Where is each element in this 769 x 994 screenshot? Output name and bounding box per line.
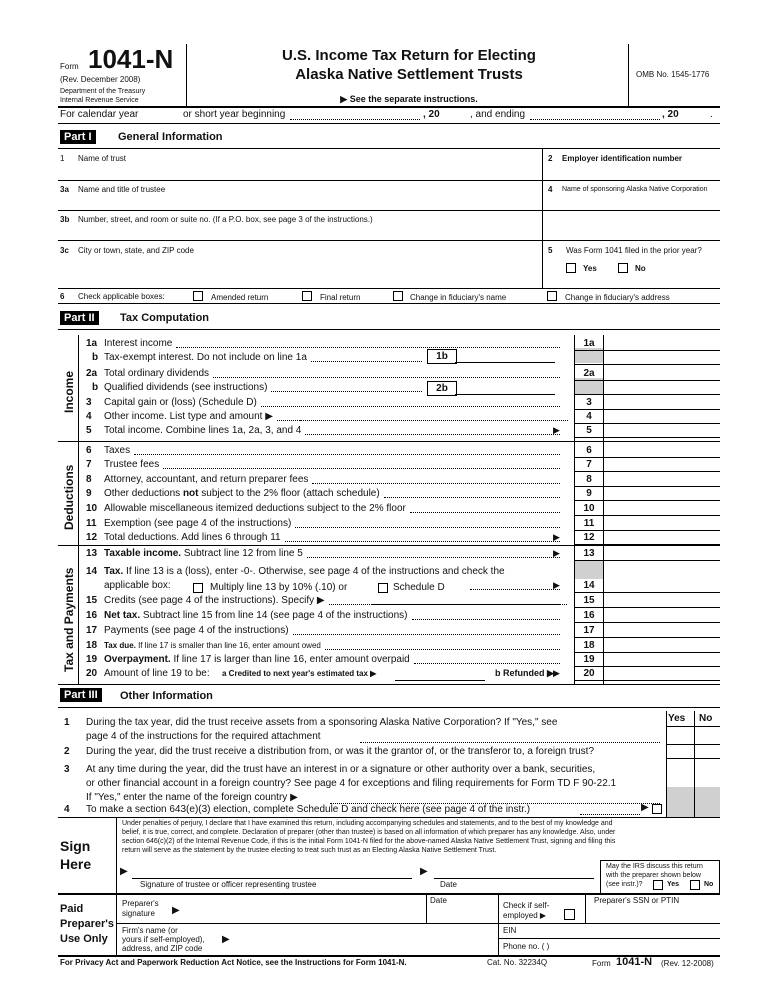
discuss-question-2: with the preparer shown below — [606, 872, 701, 879]
multiply-10-label: Multiply line 13 by 10% (.10) or — [210, 582, 348, 593]
line-1a-number: 1a — [86, 338, 98, 349]
ein-field[interactable] — [548, 164, 718, 180]
row-separator — [575, 680, 720, 681]
line-10-amount-field[interactable] — [604, 502, 718, 515]
line-10-number: 10 — [86, 503, 98, 514]
part2-line-text: Total deductions. Add lines 6 through 11 — [104, 532, 281, 543]
line-15-number: 15 — [86, 595, 98, 606]
part2-line-text: Overpayment. If line 17 is larger than line 16, enter amount overpaid — [104, 654, 410, 665]
period-mark: . — [710, 109, 713, 120]
row-separator — [575, 364, 720, 365]
row-separator — [575, 500, 720, 501]
change-name-checkbox[interactable] — [393, 291, 403, 301]
line-5-amount-field[interactable] — [604, 424, 718, 437]
line-2a-number: 2a — [86, 368, 98, 379]
preparer-ssn-label: Preparer's SSN or PTIN — [594, 896, 680, 905]
line-6-number: 6 — [86, 445, 92, 456]
part2-line-text: Total income. Combine lines 1a, 2a, 3, and 4 — [104, 425, 302, 436]
dotted-leader — [271, 391, 422, 392]
q2-yes-field[interactable] — [667, 745, 693, 757]
dotted-leader — [312, 483, 560, 484]
line-14-amount-field[interactable] — [604, 579, 718, 592]
part2-line-text: Trustee fees — [104, 459, 160, 470]
year-20-end-label: , 20 — [662, 109, 679, 120]
self-employed-label: Check if self- — [503, 901, 550, 910]
part2-line-text: Interest income — [104, 338, 173, 349]
city-state-zip-label: City or town, state, and ZIP code — [78, 246, 194, 255]
line-20-amount-field[interactable] — [604, 667, 718, 680]
firm-ein-field[interactable] — [520, 925, 718, 937]
change-address-label: Change in fiduciary's address — [565, 293, 670, 302]
form-number: 1041-N — [88, 44, 174, 74]
line-11-box-label: 11 — [583, 518, 595, 529]
firm-name-label-3: address, and ZIP code — [122, 944, 203, 953]
q1-text-cont: page 4 of the instructions for the required attachment — [86, 731, 321, 742]
line-1a-box-label: 1a — [583, 338, 595, 349]
dotted-leader — [414, 663, 560, 664]
form-title-line1: U.S. Income Tax Return for Electing — [282, 47, 536, 64]
part2-line-text: Capital gain or (loss) (Schedule D) — [104, 397, 257, 408]
line-14-number: 14 — [86, 566, 98, 577]
sponsoring-corp-field[interactable] — [548, 195, 718, 210]
sign-arrow-icon: ▶ — [120, 866, 128, 877]
dotted-leader — [384, 497, 560, 498]
row-separator — [575, 380, 720, 381]
dotted-leader — [295, 527, 560, 528]
line-12-box-label: 12 — [583, 532, 595, 543]
income-section-label: Income — [62, 370, 76, 413]
street-address-label: Number, street, and room or suite no. (If a P.O. box, see page 3 of the instructions.) — [78, 215, 373, 224]
part-2-title: Tax Computation — [120, 312, 210, 324]
dotted-leader — [311, 361, 422, 362]
discuss-yes-checkbox[interactable] — [653, 880, 663, 890]
q1-number: 1 — [64, 717, 70, 728]
dotted-leader — [285, 541, 560, 542]
footer-form-label: Form — [592, 959, 611, 968]
prior-1041-no-label: No — [635, 264, 646, 273]
row-separator — [575, 637, 720, 638]
part-2-tag: Part II — [60, 311, 99, 325]
firm-name-label: Firm's name (or — [122, 926, 178, 935]
catalog-number: Cat. No. 32234Q — [487, 958, 548, 967]
line-19-box-label: 19 — [583, 654, 595, 665]
dotted-leader — [410, 512, 560, 513]
discuss-no-checkbox[interactable] — [690, 880, 700, 890]
line-5-box-label: 5 — [586, 425, 592, 436]
line-7-amount-field[interactable] — [604, 458, 718, 471]
part2-line-text: Payments (see page 4 of the instructions) — [104, 625, 289, 636]
q3-text-cont: or other financial account in a foreign country? See page 4 for exceptions and filing requirements for Form TD F 90-22.1 — [86, 778, 617, 789]
sponsoring-corp-label: Name of sponsoring Alaska Native Corporation — [562, 186, 708, 193]
check-applicable-label: Check applicable boxes: — [78, 292, 165, 301]
self-employed-checkbox[interactable] — [564, 909, 575, 920]
row-separator — [575, 394, 720, 395]
part2-line-text: applicable box: — [104, 580, 171, 591]
line-3a-number: 3a — [60, 185, 69, 194]
trustee-signature-label: Signature of trustee or officer representing trustee — [140, 880, 317, 889]
dotted-leader — [305, 434, 560, 435]
line-12-number: 12 — [86, 532, 98, 543]
ein-label: Employer identification number — [562, 154, 683, 163]
arrow-icon: ▶ — [641, 802, 649, 813]
perjury-statement: Under penalties of perjury, I declare that I have examined this return, including accompanying schedules and statements, and to the best of my knowledge and — [122, 820, 613, 827]
q1-yes-field[interactable] — [667, 727, 693, 743]
row-separator — [575, 607, 720, 608]
row-separator — [575, 515, 720, 516]
row-separator — [575, 592, 720, 593]
line-4-amount-field[interactable] — [604, 410, 718, 423]
arrow-icon: ▶ — [553, 425, 560, 435]
q2-no-field[interactable] — [695, 745, 720, 757]
schedule-d-tax-checkbox[interactable] — [378, 583, 388, 593]
see-instructions: ▶ See the separate instructions. — [340, 94, 478, 104]
preparer-date-field[interactable] — [430, 906, 495, 920]
part2-line-text: Net tax. Subtract line 15 from line 14 (see page 4 of the instructions) — [104, 610, 408, 621]
line-16-box-label: 16 — [583, 610, 595, 621]
preparer-signature-label-2: signature — [122, 909, 155, 918]
trustee-name-label: Name and title of trustee — [78, 185, 166, 194]
multiply-10-checkbox[interactable] — [193, 583, 203, 593]
q1-no-field[interactable] — [695, 727, 720, 743]
line-17-number: 17 — [86, 625, 98, 636]
q2-text: During the year, did the trust receive a distribution from, or was it the grantor of, or the transferor to, a foreign trust? — [86, 746, 595, 757]
discuss-question-3: (see instr.)? — [606, 881, 643, 888]
q3-number: 3 — [64, 764, 70, 775]
foreign-country-label: If "Yes," enter the name of the foreign country ▶ — [86, 792, 298, 803]
line-18-amount-field[interactable] — [604, 639, 718, 652]
line-8-amount-field[interactable] — [604, 473, 718, 486]
line-10-box-label: 10 — [583, 503, 595, 514]
part2-line-text: Tax. If line 13 is a (loss), enter -0-. Otherwise, see page 4 of the instructions and check the — [104, 566, 505, 577]
firm-name-field[interactable] — [238, 926, 493, 952]
trust-name-field[interactable] — [78, 164, 538, 180]
credited-estimated-field[interactable] — [395, 669, 485, 681]
line-5-number: 5 — [86, 425, 92, 436]
part-1-tag: Part I — [60, 130, 96, 144]
row-separator — [575, 471, 720, 472]
perjury-statement-2: belief, it is true, correct, and complete. Declaration of preparer (other than trustee) is based on all information of which preparer has any knowledge. Also, under — [122, 829, 616, 836]
line-2a-box-label: 2a — [583, 368, 595, 379]
arrow-icon: ▶ — [553, 580, 560, 590]
sign-date-label: Date — [440, 880, 457, 889]
refunded-label: b Refunded ▶ — [495, 668, 554, 678]
line-2a-amount-field[interactable] — [604, 367, 718, 380]
line-2-number: 2 — [548, 154, 553, 163]
row-separator — [575, 544, 720, 545]
line-9-box-label: 9 — [586, 488, 592, 499]
deductions-section-label: Deductions — [62, 464, 76, 530]
tax-year-begin-field[interactable] — [290, 109, 420, 120]
line-5-number: 5 — [548, 246, 553, 255]
credits-specify-field[interactable] — [372, 604, 567, 605]
q2-number: 2 — [64, 746, 70, 757]
q3-text: At any time during the year, did the trust have an interest in or a signature or other authority over a bank, securities, — [86, 764, 596, 775]
perjury-statement-4: return will serve as the statement by the trustee electing to treat such trust as an Electing Alaska Native Settlement Trust. — [122, 847, 497, 854]
part2-line-text: Credits (see page 4 of the instructions). Specify ▶ — [104, 595, 325, 606]
arrow-icon: ▶ — [553, 668, 560, 678]
sign-here-title: Sign — [60, 838, 91, 854]
part3-yes-header: Yes — [668, 713, 686, 724]
firm-ein-label: EIN — [503, 926, 517, 935]
row-separator — [575, 437, 720, 438]
year-20-label: , 20 — [423, 109, 440, 120]
credited-estimated-label: a Credited to next year's estimated tax ▶ — [222, 669, 377, 678]
line-13-amount-field[interactable] — [604, 547, 718, 560]
line-3-number: 3 — [86, 397, 92, 408]
line-19-number: 19 — [86, 654, 98, 665]
line-3b-number: 3b — [60, 215, 70, 224]
final-return-checkbox[interactable] — [302, 291, 312, 301]
part2-line-text: Attorney, accountant, and return preparer fees — [104, 474, 309, 485]
part-3-tag: Part III — [60, 688, 102, 702]
line-13-number: 13 — [86, 548, 98, 559]
calendar-year-label: For calendar year — [60, 109, 139, 120]
form-label: Form — [60, 62, 79, 71]
privacy-notice: For Privacy Act and Paperwork Reduction Act Notice, see the Instructions for Form 1041-N. — [60, 958, 407, 967]
line-3-amount-field[interactable] — [604, 396, 718, 409]
part2-line-text: Exemption (see page 4 of the instructions) — [104, 518, 292, 529]
dotted-leader — [325, 649, 560, 650]
line-18-box-label: 18 — [583, 640, 595, 651]
footer-form-number: 1041-N — [616, 956, 653, 968]
preparer-signature-field[interactable] — [188, 897, 423, 919]
dotted-leader — [134, 454, 560, 455]
sign-date-field[interactable] — [437, 862, 587, 878]
line-4-number: 4 — [86, 411, 92, 422]
line-4-number: 4 — [548, 185, 553, 194]
revision-date: (Rev. December 2008) — [60, 75, 141, 84]
line-19-amount-field[interactable] — [604, 653, 718, 666]
amended-return-label: Amended return — [211, 293, 269, 302]
line-3c-number: 3c — [60, 246, 69, 255]
sign-here-title-2: Here — [60, 856, 92, 872]
change-address-checkbox[interactable] — [547, 291, 557, 301]
line-3-box-label: 3 — [586, 397, 592, 408]
line-1b-label-box: 1b — [427, 349, 457, 364]
department: Department of the Treasury — [60, 88, 146, 95]
other-income-type-field[interactable] — [300, 420, 568, 421]
line-b-number: b — [92, 382, 99, 393]
firm-arrow-icon: ▶ — [222, 934, 230, 945]
sign-arrow-icon-2: ▶ — [420, 866, 428, 877]
line-6-number: 6 — [60, 292, 65, 301]
q4-text: To make a section 643(e)(3) election, complete Schedule D and check here (see page 4 of the instr.) — [86, 804, 531, 815]
short-year-label: or short year beginning — [183, 109, 286, 120]
dotted-leader — [261, 406, 560, 407]
line-9-number: 9 — [86, 488, 92, 499]
preparer-arrow-icon: ▶ — [172, 905, 180, 916]
line-7-number: 7 — [86, 459, 92, 470]
line-11-number: 11 — [86, 518, 97, 529]
line-20-number: 20 — [86, 668, 98, 679]
part3-no-header: No — [699, 713, 713, 724]
dotted-leader — [307, 557, 560, 558]
phone-label: Phone no. ( ) — [503, 942, 550, 951]
firm-name-label-2: yours if self-employed), — [122, 935, 205, 944]
dotted-leader — [470, 589, 560, 590]
line-4-box-label: 4 — [586, 411, 592, 422]
prior-1041-question: Was Form 1041 filed in the prior year? — [566, 246, 702, 255]
row-separator — [575, 622, 720, 623]
line-b-number: b — [92, 352, 99, 363]
line-8-box-label: 8 — [586, 474, 592, 485]
line-15-box-label: 15 — [583, 595, 595, 606]
trustee-name-field[interactable] — [78, 194, 538, 210]
perjury-statement-3: section 646(c)(2) of the Internal Revenue Code, if this is the initial Form 1041-N filed for the above-named Alaska Native Settlement Trust, signing and filing this — [122, 838, 616, 845]
line-14-box-label: 14 — [583, 580, 595, 591]
trustee-signature-field[interactable] — [135, 862, 410, 878]
street-address-field[interactable] — [78, 225, 538, 240]
dotted-leader — [176, 347, 560, 348]
part-1-title: General Information — [118, 131, 223, 143]
line-2b-amount-field[interactable] — [455, 381, 555, 395]
dotted-leader — [213, 377, 560, 378]
preparer-signature-label: Preparer's — [122, 899, 159, 908]
form-title-line2: Alaska Native Settlement Trusts — [295, 66, 523, 83]
city-state-zip-field[interactable] — [78, 256, 538, 284]
phone-field[interactable] — [590, 940, 718, 952]
dotted-leader — [412, 619, 561, 620]
tax-payments-section-label: Tax and Payments — [62, 567, 76, 672]
dotted-leader — [293, 634, 560, 635]
line-7-box-label: 7 — [586, 459, 592, 470]
line-1-number: 1 — [60, 154, 65, 163]
change-name-label: Change in fiduciary's name — [410, 293, 507, 302]
line-17-box-label: 17 — [583, 625, 595, 636]
part2-line-text: Total ordinary dividends — [104, 368, 210, 379]
dotted-leader — [163, 468, 560, 469]
line-8-number: 8 — [86, 474, 92, 485]
arrow-icon: ▶ — [553, 548, 560, 558]
row-separator — [575, 350, 720, 351]
discuss-yes-label: Yes — [667, 881, 680, 888]
final-return-label: Final return — [320, 293, 361, 302]
omb-number: OMB No. 1545-1776 — [636, 70, 710, 79]
row-separator — [575, 560, 720, 561]
preparer-ssn-field[interactable] — [590, 906, 718, 920]
line-2b-label-box: 2b — [427, 381, 457, 396]
line-17-amount-field[interactable] — [604, 624, 718, 637]
part2-line-text: Taxes — [104, 445, 131, 456]
trust-name-label: Name of trust — [78, 154, 127, 163]
line-12-amount-field[interactable] — [604, 531, 718, 544]
part2-line-text: Tax-exempt interest. Do not include on line 1a — [104, 352, 307, 363]
discuss-no-label: No — [704, 881, 714, 888]
line-16-amount-field[interactable] — [604, 609, 718, 622]
preparer-date-label: Date — [430, 896, 447, 905]
arrow-icon: ▶ — [553, 532, 560, 542]
amended-return-checkbox[interactable] — [193, 291, 203, 301]
paid-preparer-title-3: Use Only — [60, 933, 108, 945]
paid-preparer-title: Paid — [60, 903, 84, 915]
line-6-box-label: 6 — [586, 445, 592, 456]
line-9-amount-field[interactable] — [604, 487, 718, 500]
line-6-amount-field[interactable] — [604, 444, 718, 457]
and-ending-label: , and ending — [470, 109, 526, 120]
part2-line-text: Other income. List type and amount ▶ — [104, 411, 273, 422]
agency: Internal Revenue Service — [60, 97, 139, 104]
prior-1041-yes-checkbox[interactable] — [566, 263, 576, 273]
line-1a-amount-field[interactable] — [604, 337, 718, 350]
line-16-number: 16 — [86, 610, 98, 621]
prior-1041-no-checkbox[interactable] — [618, 263, 628, 273]
q3-no-field[interactable] — [695, 759, 720, 786]
part2-line-text: Amount of line 19 to be: — [104, 668, 210, 679]
q4-number: 4 — [64, 804, 70, 815]
part2-line-text: Qualified dividends (see instructions) — [104, 382, 268, 393]
line-15-amount-field[interactable] — [604, 594, 718, 607]
tax-year-end-field[interactable] — [530, 109, 660, 120]
footer-revision: (Rev. 12-2008) — [661, 959, 714, 968]
q3-yes-field[interactable] — [667, 759, 693, 786]
line-20-box-label: 20 — [583, 668, 595, 679]
part2-line-text: Tax due. If line 17 is smaller than line 16, enter amount owed — [104, 641, 321, 650]
paid-preparer-title-2: Preparer's — [60, 918, 114, 930]
line-11-amount-field[interactable] — [604, 517, 718, 530]
self-employed-label-2: employed ▶ — [503, 911, 547, 920]
line-1b-amount-field[interactable] — [455, 349, 555, 363]
discuss-question: May the IRS discuss this return — [606, 863, 703, 870]
part2-line-text: Allowable miscellaneous itemized deductions subject to the 2% floor — [104, 503, 406, 514]
q1-text: During the tax year, did the trust receive assets from a sponsoring Alaska Native Corporation? If "Yes," see — [86, 717, 558, 728]
prior-1041-yes-label: Yes — [583, 264, 597, 273]
part-3-title: Other Information — [120, 690, 213, 702]
part2-line-text: Other deductions not subject to the 2% floor (attach schedule) — [104, 488, 380, 499]
section-643-checkbox[interactable] — [652, 804, 662, 814]
line-18-number: 18 — [86, 640, 98, 651]
line-13-box-label: 13 — [583, 548, 595, 559]
part2-line-text: Taxable income. Subtract line 12 from line 5 — [104, 548, 303, 559]
schedule-d-label: Schedule D — [393, 582, 445, 593]
